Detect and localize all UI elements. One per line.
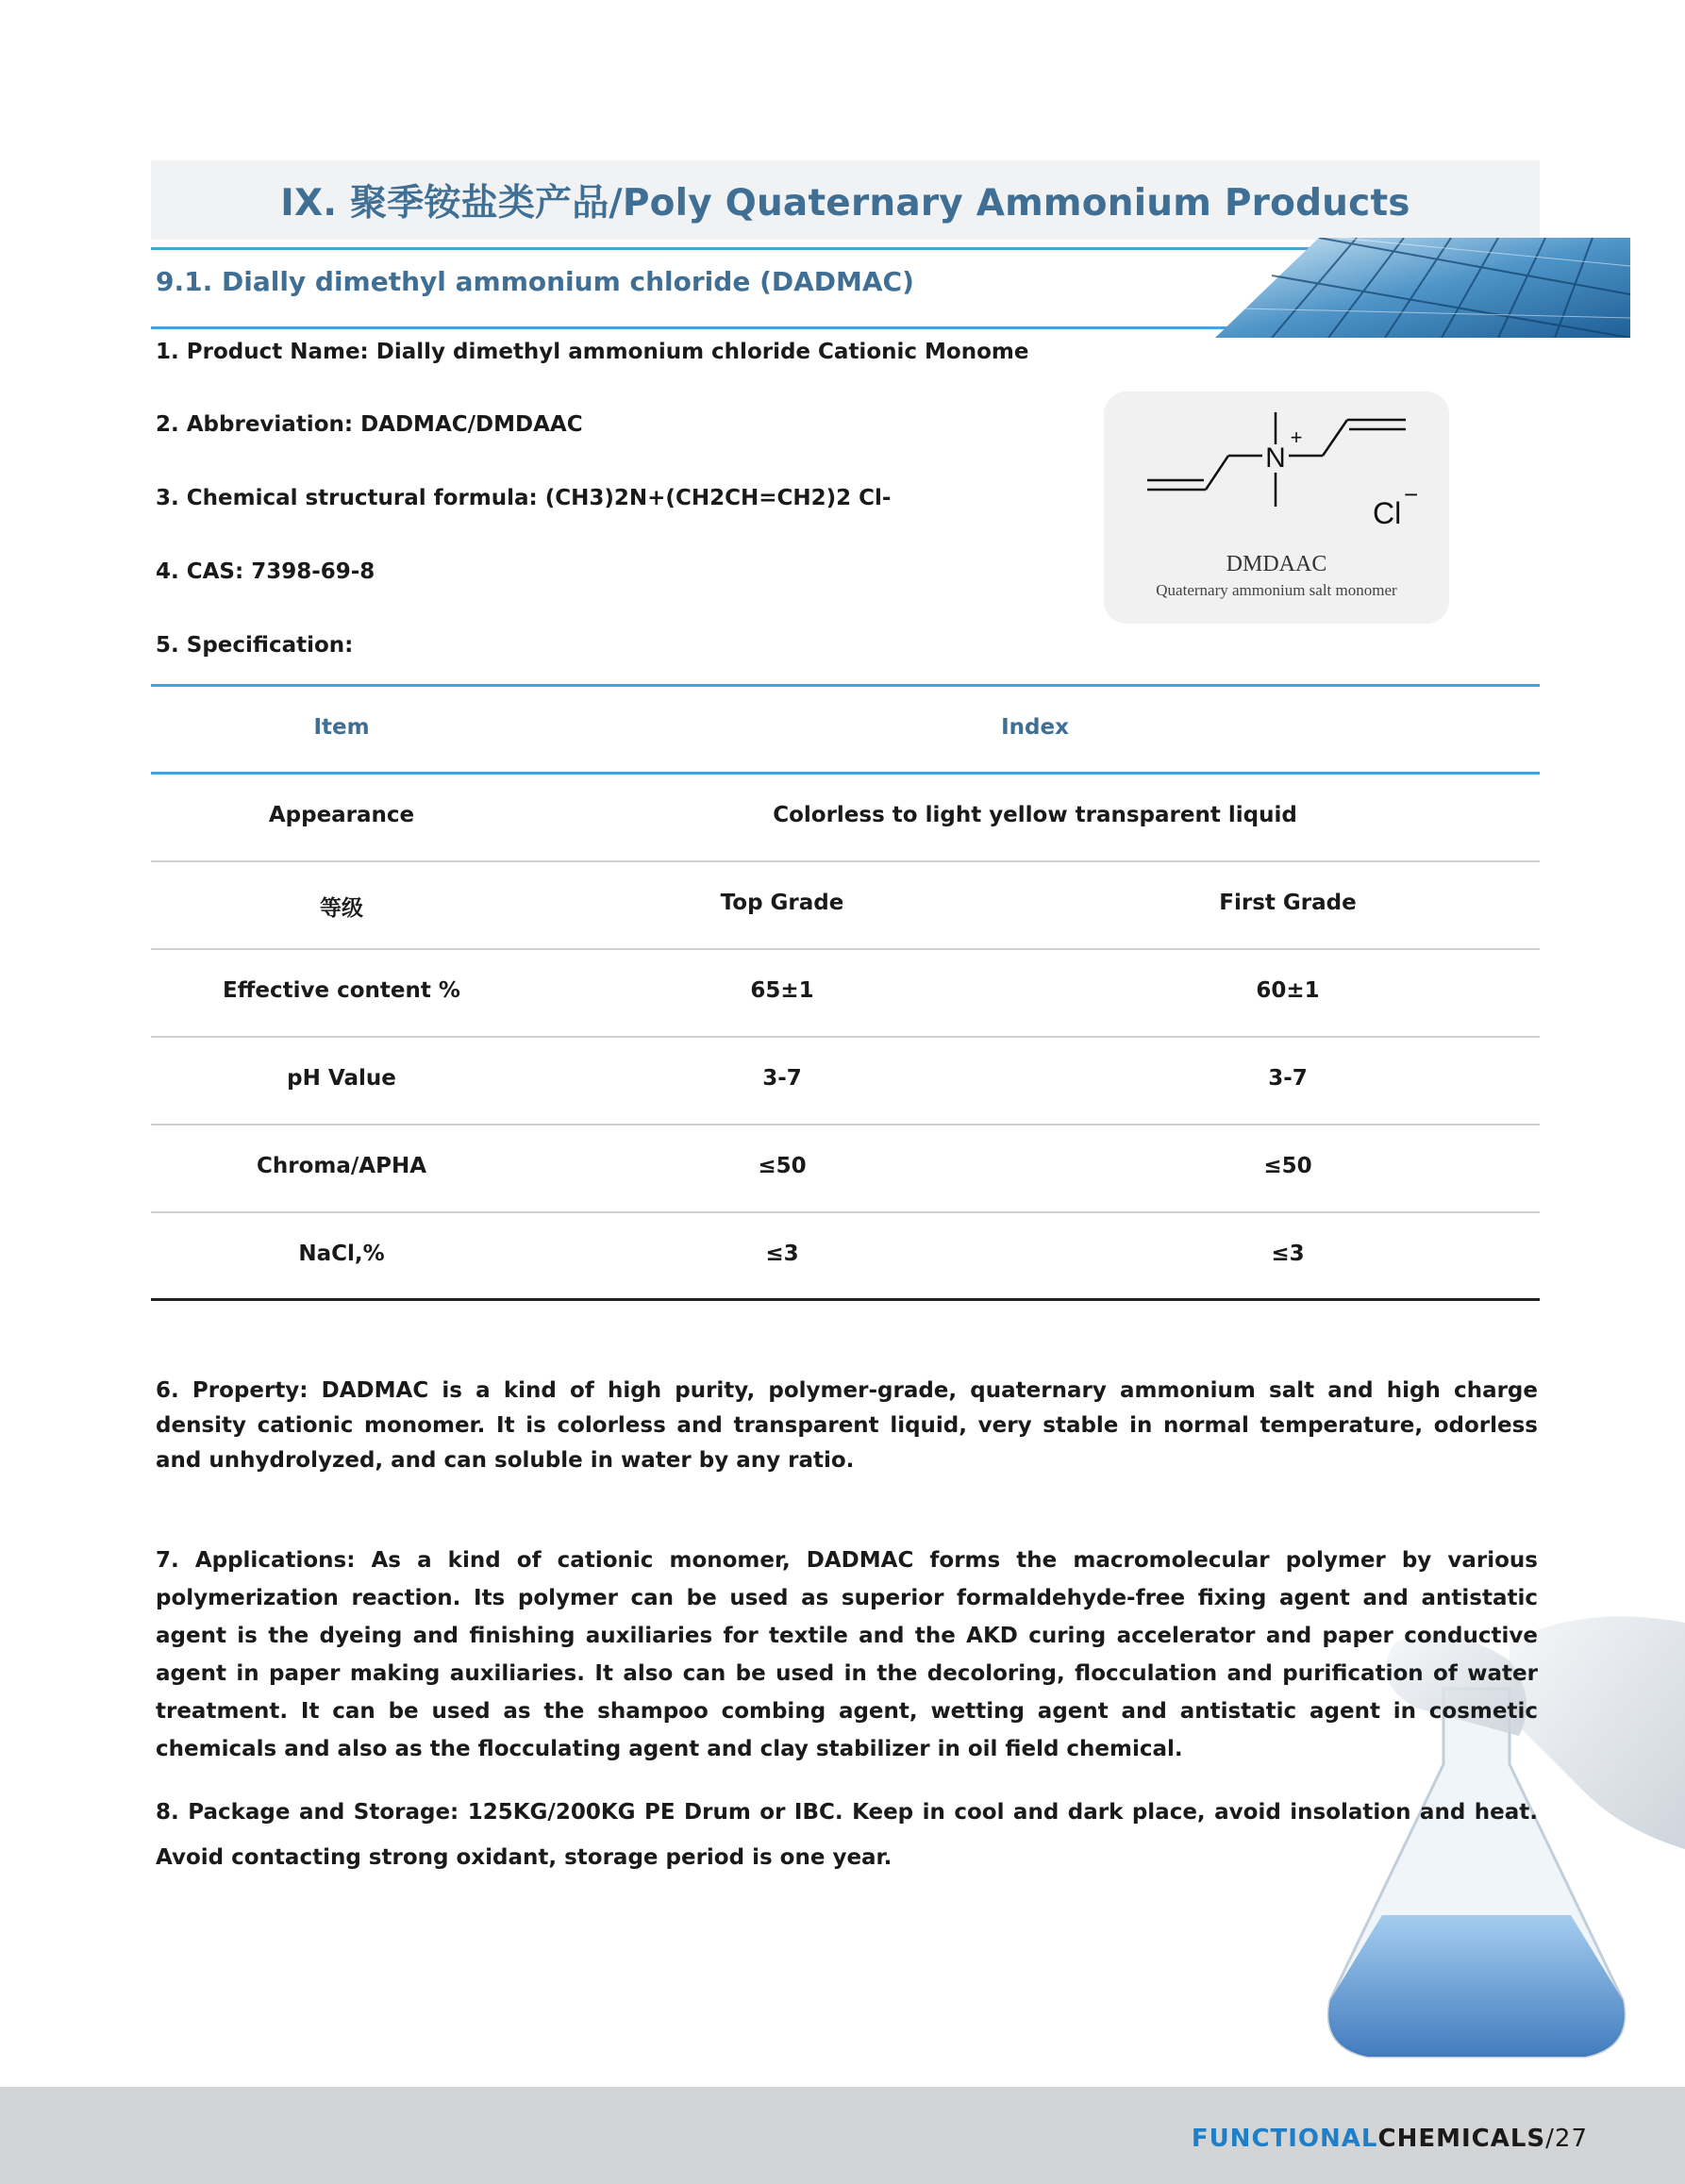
page-number: /27: [1545, 2125, 1588, 2153]
row-label: pH Value: [287, 1066, 396, 1091]
chemical-formula: 3. Chemical structural formula: (CH3)2N+(CH2CH=CH2)2 Cl-: [156, 486, 892, 510]
footer-chemicals: CHEMICALS: [1377, 2125, 1546, 2153]
footer-label: [1192, 2125, 1588, 2153]
footer-functional: FUNCTIONAL: [1191, 2125, 1378, 2153]
package-paragraph: 8. Package and Storage: 125KG/200KG PE Drum or IBC. Keep in cool and dark place, avoid insolation and heat. Avoid contacting strong oxidant, storage period is one year.: [156, 1800, 1538, 1870]
product-name: 1. Product Name: Dially dimethyl ammonium chloride Cationic Monome: [156, 340, 1029, 364]
row-first-value: 3-7: [1268, 1066, 1308, 1091]
section-divider-bottom: [151, 326, 1236, 329]
grade-first: First Grade: [1219, 891, 1357, 915]
table-bottom-line: [151, 1298, 1540, 1301]
header-item: Item: [313, 715, 370, 740]
row-label: NaCl,%: [298, 1242, 385, 1266]
structure-caption: Quaternary ammonium salt monomer: [1156, 581, 1397, 599]
row-label: Effective content %: [223, 978, 460, 1003]
row-first-value: ≤50: [1263, 1154, 1312, 1178]
minus-charge-label: −: [1404, 480, 1419, 508]
property-paragraph: 6. Property: DADMAC is a kind of high purity, polymer-grade, quaternary ammonium salt and high charge density cationic monomer. It is colorless and transparent liquid, very stable in normal temperature, odorless and unhydrolyzed, and can soluble in water by any ratio.: [156, 1378, 1538, 1473]
chloride-label: Cl: [1373, 496, 1402, 530]
page-title: IX. 聚季铵盐类产品/Poly Quaternary Ammonium Products: [280, 182, 1410, 225]
row-first-value: 60±1: [1256, 978, 1320, 1003]
header-index: Index: [1001, 715, 1069, 740]
row-first-value: ≤3: [1271, 1242, 1305, 1266]
row-top-value: ≤50: [758, 1154, 807, 1178]
appearance-label: Appearance: [268, 803, 415, 827]
plus-charge-label: +: [1290, 425, 1303, 449]
table-header-line: [151, 772, 1540, 775]
specification-label: 5. Specification:: [156, 633, 354, 658]
row-divider: [151, 948, 1540, 950]
abbreviation: 2. Abbreviation: DADMAC/DMDAAC: [156, 412, 583, 437]
nitrogen-label: N: [1265, 442, 1286, 474]
cas-number: 4. CAS: 7398-69-8: [156, 559, 375, 584]
row-top-value: ≤3: [765, 1242, 799, 1266]
row-divider: [151, 1124, 1540, 1125]
table-top-line: [151, 684, 1540, 687]
section-title: 9.1. Dially dimethyl ammonium chloride (DADMAC): [156, 266, 914, 297]
row-label: Chroma/APHA: [257, 1154, 426, 1178]
section-divider-top: [151, 247, 1321, 250]
row-top-value: 3-7: [762, 1066, 802, 1091]
chemical-structure-image: [1104, 392, 1449, 624]
structure-name: DMDAAC: [1226, 552, 1327, 576]
grade-label: 等级: [320, 896, 363, 921]
applications-paragraph: 7. Applications: As a kind of cationic monomer, DADMAC forms the macromolecular polymer by various polymerization reaction. Its polymer can be used as superior formaldehyde-free fixing agent and antistatic agent is the dyeing and finishing auxiliaries for textile and the AKD curing accelerator and paper conductive agent in paper making auxiliaries. It also can be used in the decoloring, flocculation and purification of water treatment. It can be used as the shampoo combing agent, wetting agent and antistatic agent in cosmetic chemicals and also as the flocculating agent and clay stabilizer in oil field chemical.: [156, 1548, 1538, 1761]
grade-top: Top Grade: [720, 891, 844, 915]
glass-building-image: [1215, 238, 1630, 338]
row-top-value: 65±1: [750, 978, 814, 1003]
row-divider: [151, 860, 1540, 862]
row-divider: [151, 1211, 1540, 1213]
row-divider: [151, 1036, 1540, 1038]
appearance-value: Colorless to light yellow transparent liquid: [773, 803, 1297, 827]
